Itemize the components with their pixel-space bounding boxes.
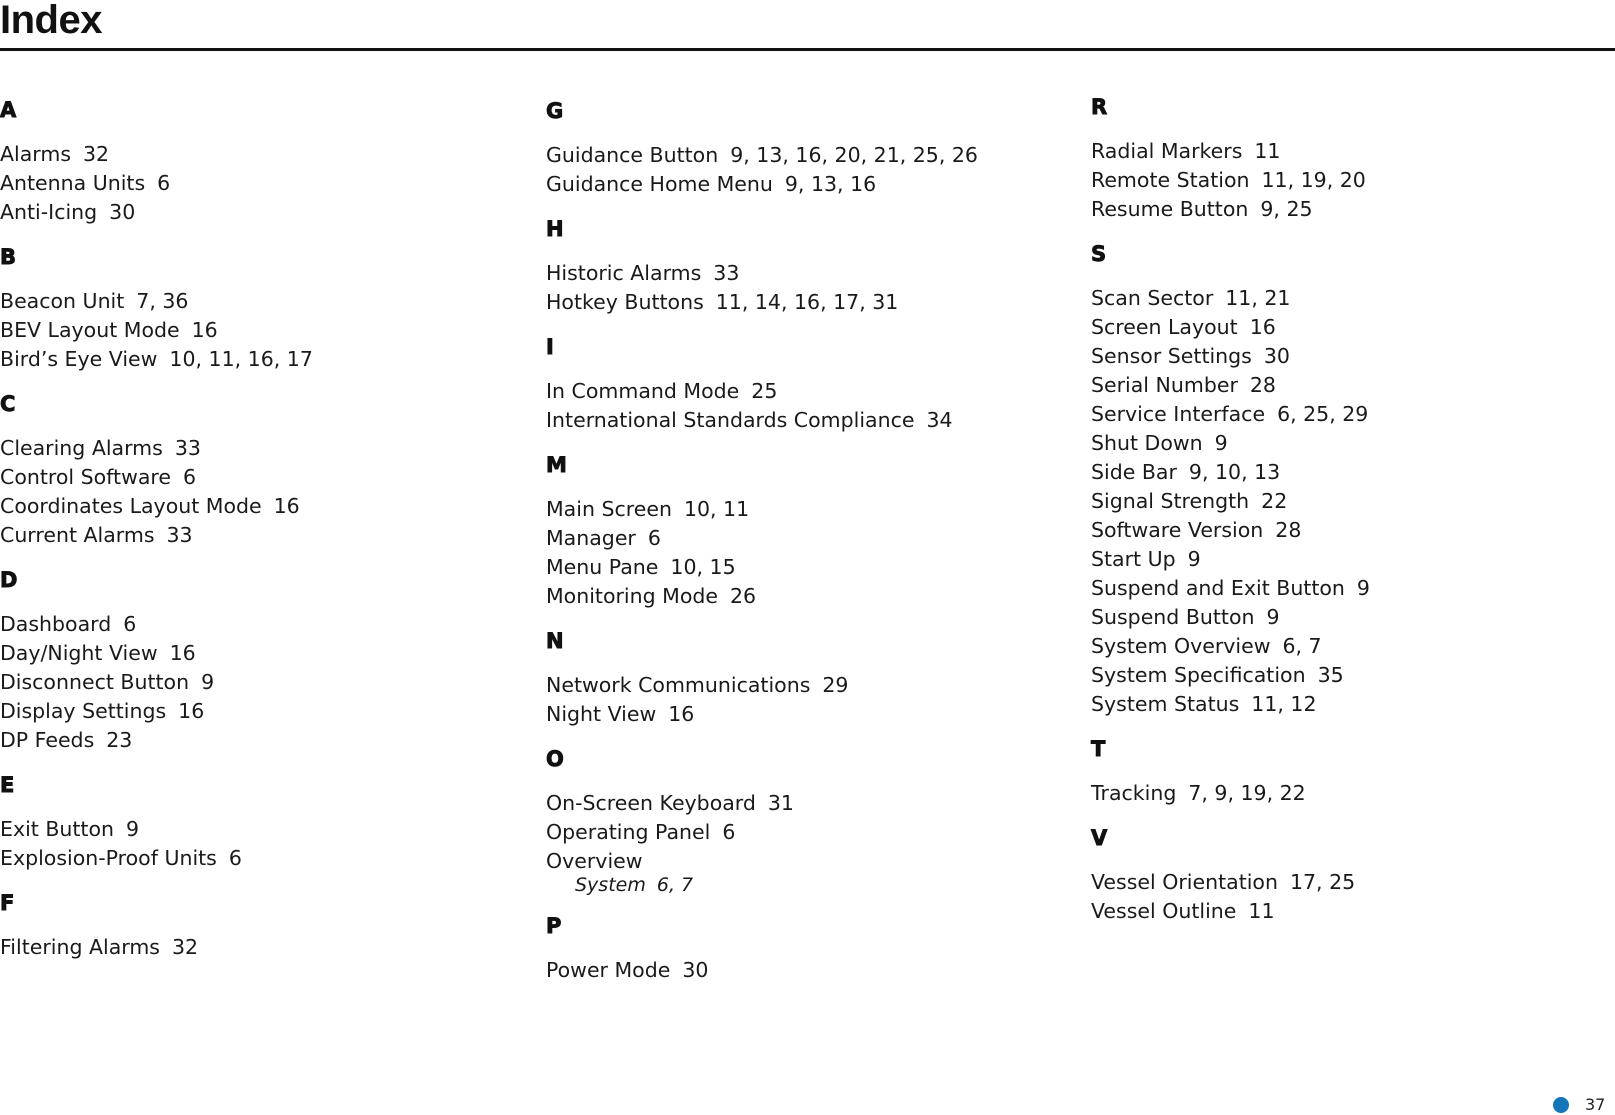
index-term: Manager <box>546 526 636 550</box>
index-page-refs: 10, 11 <box>683 497 750 521</box>
index-entry <box>1091 487 1611 516</box>
index-entry <box>1091 284 1611 313</box>
index-entry <box>546 582 1066 611</box>
index-term: System Specification <box>1091 663 1306 687</box>
index-entry <box>546 495 1066 524</box>
index-letter-heading: N <box>546 629 564 653</box>
index-entry <box>1091 603 1611 632</box>
index-page-refs: 9, 13, 16 <box>784 172 877 196</box>
index-entry <box>0 697 520 726</box>
index-term: Explosion-Proof Units <box>0 846 217 870</box>
index-group-a <box>0 96 520 227</box>
index-page-refs: 7, 9, 19, 22 <box>1188 781 1306 805</box>
index-page-refs: 9 <box>126 817 140 841</box>
index-letter-heading: A <box>0 98 17 122</box>
index-entry <box>0 345 520 374</box>
index-entry <box>1091 342 1611 371</box>
index-entry <box>1091 779 1611 808</box>
index-page-refs: 33 <box>713 261 740 285</box>
index-page-refs: 9, 13, 16, 20, 21, 25, 26 <box>730 143 978 167</box>
index-term: Suspend Button <box>1091 605 1255 629</box>
index-term: Night View <box>546 702 657 726</box>
index-page-refs: 16 <box>169 641 196 665</box>
index-term: International Standards Compliance <box>546 408 915 432</box>
index-term: System Overview <box>1091 634 1271 658</box>
index-term: Vessel Orientation <box>1091 870 1278 894</box>
index-group-o <box>546 745 1066 896</box>
index-subentry-page-refs: 6, 7 <box>656 874 694 896</box>
index-entry <box>546 671 1066 700</box>
index-term: Anti-Icing <box>0 200 98 224</box>
index-entry <box>1091 400 1611 429</box>
index-letter-heading: B <box>0 245 17 269</box>
index-page-refs: 9 <box>1356 576 1370 600</box>
index-letter-heading: O <box>546 747 564 771</box>
index-term: Main Screen <box>546 497 672 521</box>
index-page-refs: 33 <box>166 523 193 547</box>
index-entry <box>0 198 520 227</box>
index-term: Operating Panel <box>546 820 711 844</box>
index-entry <box>0 933 520 962</box>
index-page-refs: 35 <box>1317 663 1344 687</box>
index-page-refs: 16 <box>1249 315 1276 339</box>
index-page-refs: 22 <box>1261 489 1288 513</box>
index-term: Scan Sector <box>1091 286 1214 310</box>
index-page-refs: 31 <box>767 791 794 815</box>
index-term: Antenna Units <box>0 171 146 195</box>
index-entry <box>1091 632 1611 661</box>
index-entry <box>546 524 1066 553</box>
index-page-refs: 9, 10, 13 <box>1188 460 1281 484</box>
index-page-refs: 6, 7 <box>1282 634 1322 658</box>
index-letter-heading: E <box>0 773 15 797</box>
index-term: Disconnect Button <box>0 670 190 694</box>
index-entry <box>546 818 1066 847</box>
index-entry <box>0 815 520 844</box>
index-entry <box>546 789 1066 818</box>
index-letter-heading: P <box>546 914 562 938</box>
index-letter-heading: F <box>0 891 15 915</box>
index-entry <box>546 406 1066 435</box>
index-page-refs: 7, 36 <box>136 289 189 313</box>
index-group-g <box>546 97 1066 199</box>
index-entry <box>0 316 520 345</box>
index-letter-heading: G <box>546 99 564 123</box>
index-entry <box>0 521 520 550</box>
index-entry <box>1091 313 1611 342</box>
index-page-refs: 30 <box>1263 344 1290 368</box>
index-term: System Status <box>1091 692 1240 716</box>
index-page-refs: 17, 25 <box>1289 870 1356 894</box>
index-entry <box>546 141 1066 170</box>
index-term: Bird’s Eye View <box>0 347 158 371</box>
index-term: Dashboard <box>0 612 112 636</box>
index-term: Shut Down <box>1091 431 1203 455</box>
index-term: Tracking <box>1091 781 1177 805</box>
index-letter-heading: R <box>1091 95 1108 119</box>
index-term: Alarms <box>0 142 71 166</box>
index-entry <box>0 169 520 198</box>
index-term: Radial Markers <box>1091 139 1243 163</box>
index-term: Historic Alarms <box>546 261 702 285</box>
index-entry <box>0 668 520 697</box>
index-letter-heading: I <box>546 335 554 359</box>
index-page-refs: 11, 21 <box>1225 286 1291 310</box>
index-page-refs: 32 <box>172 935 199 959</box>
index-term: Side Bar <box>1091 460 1177 484</box>
index-page-refs: 32 <box>83 142 110 166</box>
index-page-refs: 11, 14, 16, 17, 31 <box>715 290 899 314</box>
index-page-refs: 29 <box>822 673 849 697</box>
index-term: Hotkey Buttons <box>546 290 704 314</box>
index-term: DP Feeds <box>0 728 95 752</box>
index-entry <box>546 847 1066 876</box>
index-entry <box>546 956 1066 985</box>
index-entry <box>1091 371 1611 400</box>
index-entry <box>546 377 1066 406</box>
index-group-c <box>0 390 520 550</box>
index-term: In Command Mode <box>546 379 740 403</box>
index-group-v <box>1091 824 1611 926</box>
index-page-refs: 6 <box>647 526 661 550</box>
index-page-refs: 11 <box>1254 139 1281 163</box>
index-page-refs: 6 <box>722 820 736 844</box>
index-page-refs: 10, 15 <box>670 555 736 579</box>
index-page-refs: 30 <box>109 200 136 224</box>
index-page-refs: 26 <box>730 584 757 608</box>
index-term: Exit Button <box>0 817 115 841</box>
index-term: Service Interface <box>1091 402 1266 426</box>
index-entry <box>0 287 520 316</box>
index-page-refs: 11 <box>1248 899 1275 923</box>
index-page-refs: 25 <box>751 379 778 403</box>
index-entry <box>1091 516 1611 545</box>
index-letter-heading: D <box>0 568 18 592</box>
index-group-p <box>546 912 1066 985</box>
index-entry <box>546 288 1066 317</box>
index-page-refs: 9 <box>201 670 215 694</box>
index-page-refs: 16 <box>178 699 205 723</box>
index-group-f <box>0 889 520 962</box>
index-page-refs: 9 <box>1266 605 1280 629</box>
index-term: Day/Night View <box>0 641 158 665</box>
index-page-refs: 6 <box>157 171 171 195</box>
index-entry <box>546 259 1066 288</box>
index-entry <box>1091 661 1611 690</box>
index-term: Software Version <box>1091 518 1264 542</box>
index-term: Clearing Alarms <box>0 436 163 460</box>
index-letter-heading: M <box>546 453 567 477</box>
index-term: Filtering Alarms <box>0 935 160 959</box>
index-page-refs: 28 <box>1249 373 1276 397</box>
index-term: On-Screen Keyboard <box>546 791 756 815</box>
index-page-refs: 34 <box>926 408 953 432</box>
index-page-refs: 9 <box>1187 547 1201 571</box>
index-entry <box>1091 690 1611 719</box>
index-entry <box>0 610 520 639</box>
index-page-refs: 16 <box>191 318 218 342</box>
index-column-3 <box>1091 93 1611 942</box>
index-group-i <box>546 333 1066 435</box>
index-page-refs: 9 <box>1214 431 1228 455</box>
index-entry <box>0 140 520 169</box>
index-group-m <box>546 451 1066 611</box>
index-page-refs: 6 <box>183 465 197 489</box>
index-term: Current Alarms <box>0 523 155 547</box>
page-title: Index <box>0 0 102 42</box>
index-term: Signal Strength <box>1091 489 1250 513</box>
index-entry <box>0 726 520 755</box>
index-term: Start Up <box>1091 547 1176 571</box>
index-term: BEV Layout Mode <box>0 318 180 342</box>
index-group-t <box>1091 735 1611 808</box>
index-term: Vessel Outline <box>1091 899 1237 923</box>
index-entry <box>0 844 520 873</box>
index-term: Overview <box>546 849 643 873</box>
index-term: Coordinates Layout Mode <box>0 494 262 518</box>
index-term: Suspend and Exit Button <box>1091 576 1345 600</box>
index-term: Beacon Unit <box>0 289 125 313</box>
title-rule <box>0 48 1615 51</box>
index-page-refs: 33 <box>174 436 201 460</box>
index-term: Monitoring Mode <box>546 584 718 608</box>
index-term: Menu Pane <box>546 555 659 579</box>
index-letter-heading: T <box>1091 737 1106 761</box>
index-entry <box>546 553 1066 582</box>
index-column-2 <box>546 97 1066 1001</box>
index-term: Sensor Settings <box>1091 344 1252 368</box>
index-subentry-term: System <box>575 874 646 896</box>
index-letter-heading: V <box>1091 826 1108 850</box>
index-page-refs: 11, 19, 20 <box>1261 168 1366 192</box>
index-group-h <box>546 215 1066 317</box>
index-page-refs: 30 <box>682 958 709 982</box>
index-entry <box>1091 429 1611 458</box>
index-entry <box>0 639 520 668</box>
page-number: 37 <box>1585 1095 1606 1114</box>
page-marker-dot <box>1553 1097 1569 1113</box>
index-group-r <box>1091 93 1611 224</box>
index-term: Guidance Home Menu <box>546 172 773 196</box>
index-term: Screen Layout <box>1091 315 1238 339</box>
index-term: Guidance Button <box>546 143 719 167</box>
index-entry <box>0 434 520 463</box>
index-page-refs: 16 <box>273 494 300 518</box>
index-entry <box>1091 545 1611 574</box>
index-entry <box>1091 195 1611 224</box>
index-letter-heading: S <box>1091 242 1107 266</box>
index-entry <box>546 700 1066 729</box>
index-group-e <box>0 771 520 873</box>
index-page-refs: 6 <box>123 612 137 636</box>
index-column-1 <box>0 96 520 978</box>
index-term: Remote Station <box>1091 168 1250 192</box>
index-term: Network Communications <box>546 673 811 697</box>
index-entry <box>1091 137 1611 166</box>
index-term: Display Settings <box>0 699 167 723</box>
index-page-refs: 16 <box>668 702 695 726</box>
index-letter-heading: H <box>546 217 564 241</box>
index-term: Resume Button <box>1091 197 1249 221</box>
index-page-refs: 9, 25 <box>1260 197 1313 221</box>
index-page-refs: 11, 12 <box>1251 692 1317 716</box>
index-entry <box>1091 166 1611 195</box>
index-group-n <box>546 627 1066 729</box>
index-page-refs: 6 <box>228 846 242 870</box>
index-group-b <box>0 243 520 374</box>
index-entry <box>546 170 1066 199</box>
index-group-d <box>0 566 520 755</box>
index-entry <box>0 492 520 521</box>
index-entry <box>1091 868 1611 897</box>
index-term: Power Mode <box>546 958 671 982</box>
index-page-refs: 6, 25, 29 <box>1277 402 1369 426</box>
index-group-s <box>1091 240 1611 719</box>
index-term: Serial Number <box>1091 373 1238 397</box>
index-letter-heading: C <box>0 392 16 416</box>
index-subentry <box>546 874 1066 896</box>
index-entry <box>0 463 520 492</box>
index-page-refs: 28 <box>1275 518 1302 542</box>
index-page-refs: 10, 11, 16, 17 <box>169 347 313 371</box>
index-page-refs: 23 <box>106 728 133 752</box>
index-entry <box>1091 458 1611 487</box>
index-entry <box>1091 897 1611 926</box>
index-term: Control Software <box>0 465 171 489</box>
index-entry <box>1091 574 1611 603</box>
